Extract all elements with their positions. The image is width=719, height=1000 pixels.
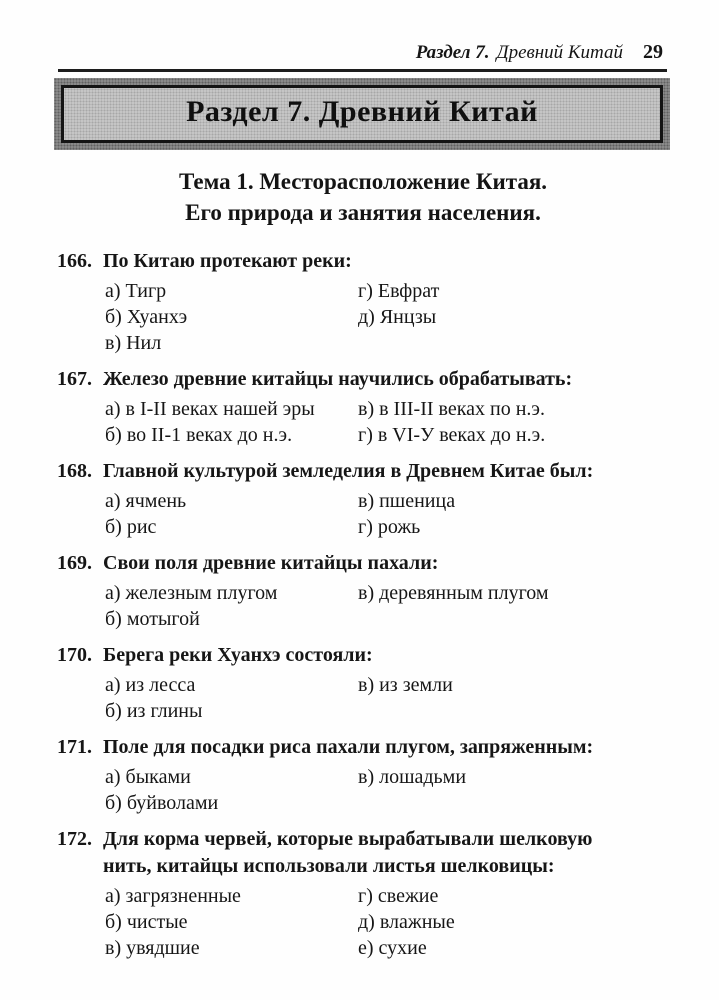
answer-option: б) из глины xyxy=(105,700,203,722)
question-text-line2: нить, китайцы использовали листья шелковицы: xyxy=(103,855,555,877)
answer-option: а) быками xyxy=(105,766,191,788)
question-text-line1: Главной культурой земледелия в Древнем Китае был: xyxy=(103,460,594,482)
answer-option: в) из земли xyxy=(358,674,453,696)
question-number: 171. xyxy=(57,736,92,758)
answer-option: б) во II-1 веках до н.э. xyxy=(105,424,293,446)
options-column-left xyxy=(105,396,358,448)
question-number: 167. xyxy=(57,368,92,390)
answer-option: а) из лесса xyxy=(105,674,196,696)
answer-options xyxy=(57,488,669,540)
question-number: 166. xyxy=(57,250,92,272)
answer-option: в) лошадьми xyxy=(358,766,467,788)
question-text-line1: По Китаю протекают реки: xyxy=(103,250,352,272)
question-heading xyxy=(57,734,669,761)
answer-option: а) в I-II веках нашей эры xyxy=(105,398,315,420)
answer-options xyxy=(57,278,669,356)
answer-option: в) пшеница xyxy=(358,490,456,512)
question-heading xyxy=(57,248,669,275)
answer-option: б) Хуанхэ xyxy=(105,306,188,328)
running-header xyxy=(57,40,669,65)
answer-option: в) в III-II веках по н.э. xyxy=(358,398,545,420)
options-column-left xyxy=(105,764,358,816)
answer-option: д) влажные xyxy=(358,911,455,933)
question-text-line1: Для корма червей, которые вырабатывали шелковую xyxy=(103,828,593,850)
answer-options xyxy=(57,580,669,632)
options-column-right xyxy=(358,764,669,816)
question-168 xyxy=(57,458,669,540)
question-172 xyxy=(57,826,669,961)
options-column-right xyxy=(358,883,669,961)
answer-options xyxy=(57,883,669,961)
question-170 xyxy=(57,642,669,724)
question-text xyxy=(103,366,669,393)
options-column-right xyxy=(358,278,669,356)
running-header-section: Раздел 7. xyxy=(415,42,490,63)
question-166 xyxy=(57,248,669,356)
question-169 xyxy=(57,550,669,632)
options-column-right xyxy=(358,396,669,448)
question-text xyxy=(103,550,669,577)
question-heading xyxy=(57,458,669,485)
question-167 xyxy=(57,366,669,448)
answer-options xyxy=(57,764,669,816)
question-text-line1: Берега реки Хуанхэ состояли: xyxy=(103,644,373,666)
options-column-right xyxy=(358,672,669,724)
question-number: 172. xyxy=(57,828,92,850)
options-column-left xyxy=(105,488,358,540)
answer-option: д) Янцзы xyxy=(358,306,437,328)
answer-option: г) в VI-У веках до н.э. xyxy=(358,424,546,446)
answer-option: е) сухие xyxy=(358,937,427,959)
answer-option: а) железным плугом xyxy=(105,582,278,604)
answer-option: а) Тигр xyxy=(105,280,167,302)
question-text-line1: Железо древние китайцы научились обрабатывать: xyxy=(103,368,573,390)
answer-option: г) свежие xyxy=(358,885,439,907)
options-column-right xyxy=(358,488,669,540)
header-rule xyxy=(58,69,667,72)
question-text xyxy=(103,248,669,275)
question-heading xyxy=(57,550,669,577)
answer-options xyxy=(57,672,669,724)
answer-option: б) буйволами xyxy=(105,792,219,814)
answer-options xyxy=(57,396,669,448)
question-text-line1: Свои поля древние китайцы пахали: xyxy=(103,552,439,574)
question-number: 168. xyxy=(57,460,92,482)
question-heading xyxy=(57,642,669,669)
answer-option: в) увядшие xyxy=(105,937,200,959)
question-text xyxy=(103,826,669,880)
question-text-line1: Поле для посадки риса пахали плугом, запряженным: xyxy=(103,736,594,758)
running-header-chapter: Древний Китай xyxy=(496,42,623,63)
section-banner xyxy=(54,78,670,150)
options-column-left xyxy=(105,883,358,961)
theme-heading-line1: Тема 1. Месторасположение Китая. xyxy=(178,169,548,194)
options-column-left xyxy=(105,672,358,724)
question-text xyxy=(103,458,669,485)
options-column-left xyxy=(105,580,358,632)
answer-option: а) загрязненные xyxy=(105,885,241,907)
question-heading xyxy=(57,366,669,393)
section-banner-frame xyxy=(61,85,663,143)
answer-option: б) чистые xyxy=(105,911,188,933)
page-number: 29 xyxy=(643,41,663,63)
section-banner-title: Раздел 7. Древний Китай xyxy=(186,95,538,128)
question-text xyxy=(103,642,669,669)
question-number: 170. xyxy=(57,644,92,666)
theme-heading-line2: Его природа и занятия населения. xyxy=(185,200,541,225)
question-number: 169. xyxy=(57,552,92,574)
answer-option: г) Евфрат xyxy=(358,280,440,302)
theme-heading xyxy=(57,166,669,228)
answer-option: б) рис xyxy=(105,516,157,538)
question-171 xyxy=(57,734,669,816)
answer-option: в) Нил xyxy=(105,332,162,354)
answer-option: б) мотыгой xyxy=(105,608,200,630)
options-column-left xyxy=(105,278,358,356)
answer-option: в) деревянным плугом xyxy=(358,582,549,604)
answer-option: а) ячмень xyxy=(105,490,187,512)
options-column-right xyxy=(358,580,669,632)
question-heading xyxy=(57,826,669,880)
question-text xyxy=(103,734,669,761)
answer-option: г) рожь xyxy=(358,516,421,538)
